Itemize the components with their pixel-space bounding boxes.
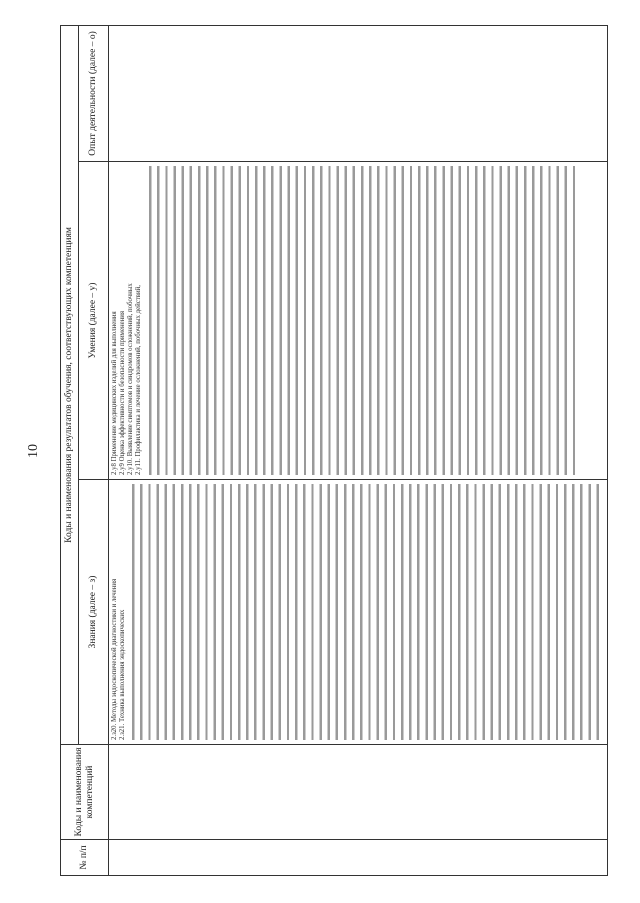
page-number: 10 [26, 444, 41, 458]
cell-codes [109, 745, 608, 840]
cell-knowledge [109, 480, 608, 745]
skills-fragment: 2.у11. Профилактика и лечение осложнений, побочных действий, [135, 285, 143, 475]
skills-fragment: 2.у10. Выявление симптомов и синдромов осложнений, побочных [127, 283, 135, 475]
competency-table [60, 25, 608, 876]
header-experience: Опыт деятельности (далее – о) [79, 25, 109, 161]
table-header-row [61, 25, 79, 875]
dense-text-block [146, 166, 576, 475]
cell-num [109, 840, 608, 876]
header-results-group: Коды и наименования результатов обучения, соответствующих компетенциям [61, 25, 79, 744]
skills-fragment: 2.у8 Применение медицинских изделий для выполнения [111, 311, 118, 475]
dense-text-block [129, 484, 599, 740]
table-row [109, 25, 608, 875]
knowledge-fragment: 2.з21. Техника выполнения эндоскопических [119, 609, 127, 740]
header-skills: Умения (далее – у) [79, 162, 109, 480]
cell-experience [109, 25, 608, 161]
cell-skills [109, 162, 608, 480]
knowledge-fragment: 2.з20. Методы эндоскопической диагностики и лечения [111, 578, 118, 740]
rotated-sheet [20, 26, 620, 876]
skills-fragment: 2.у9 Оценка эффективности и безопасности применения [119, 310, 127, 475]
header-knowledge: Знания (далее – з) [79, 480, 109, 745]
header-codes: Коды и наименования компетенций [61, 745, 109, 840]
header-num: № п/п [61, 840, 109, 876]
